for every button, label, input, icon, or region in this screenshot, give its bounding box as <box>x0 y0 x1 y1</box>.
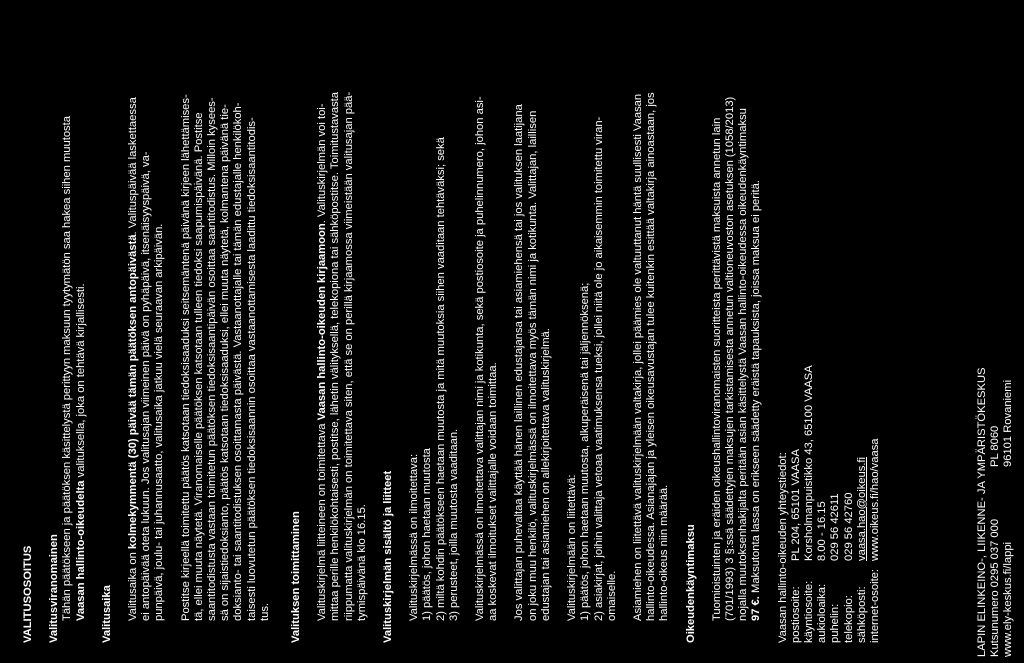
text-line: nojalla muutoksenhakijalta peritään asian käsittelystä Vaasan hallinto-oikeudessa oikeudenkäyntimaksu <box>737 108 750 621</box>
text-line: doksianto- tai saantitodistuksen osoittamasta päivästä. Vastaanottajalle tai tämän edustajalle henkilökoh- <box>232 102 245 621</box>
text-line: 3) perusteet, joilla muutosta vaaditaan. <box>447 428 460 621</box>
text-line: 2) asiakirjat, joihin valittaja vetoaa vaatimuksensa tueksi, jollei niitä ole jo aikaisemmin toimitettu viran- <box>592 116 605 621</box>
text-line: Jos valittajan puhevaltaa käyttää hänen laillinen edustajansa tai asiamiehensä tai jos valituksen laatijana <box>513 104 526 621</box>
contact-label: puhelin: <box>829 603 842 643</box>
text-line: Valituskirjelmässä on ilmoitettava valittajan nimi ja kotikunta, sekä postiosoite ja puhelinnumero, johon asi- <box>474 96 487 621</box>
contact-label: internet-osoite: <box>868 568 881 643</box>
text-line: Valitusaika on kolmekymmentä (30) päivää tämän päätöksen antopäivästä. Valituspäivää laskettaessa <box>127 97 140 621</box>
text-line: Tähän päätökseen ja päätöksen käsittelystä perittyyn maksuun tyytymätön saa hakea siihen muutosta <box>61 116 74 621</box>
text-line: tus. <box>258 602 271 621</box>
heading-sisalto: Valituskirjelmän sisältö ja liitteet <box>382 470 395 643</box>
text-line: 97 €. Maksutonta lassa on erikseen säädetty eräistä tapauksista, joissa maksua ei peritä. <box>750 180 763 621</box>
text-line: aa koskevat ilmoitukset valittajalle voidaan toimittaa. <box>487 362 500 621</box>
text-line: omaiselle. <box>605 570 618 621</box>
text-line: Valituskirjelmässä on ilmoitettava: <box>408 453 421 621</box>
text-line: punpäivä, joulu- tai juhannusaatto, valitusaika jatkuu vielä seuraavan arkipäivän. <box>153 223 166 621</box>
heading-kayntimaksu: Oikeudenkäyntimaksu <box>684 524 697 643</box>
contact-value: 029 56 42760 <box>842 492 855 561</box>
document-body <box>22 13 882 643</box>
text-line: sä on sijaistiedoksianto, päätös katsotaan tiedoksisaaduksi, ellei muuta näytetä, kolmantena päivänä tie- <box>219 104 232 621</box>
text-line: Valituskirjelmään on liitettävä: <box>566 474 579 621</box>
text-line: Vaasan hallinto-oikeudelta valituksella, joka on tehtävä kirjallisesti. <box>74 283 87 621</box>
text-line: Tuomioistuinten ja eräiden oikeushallintoviranomaisten suoritteista perittävistä maksuista annetun lain <box>710 117 723 621</box>
footer-phone: Kutsunumero 0295 037 000 <box>989 518 1002 657</box>
text-line: ei antopäivää oteta lukuun. Jos valitusajan viimeinen päivä on pyhäpäivä, itsenäisyyspäivä, va- <box>140 151 153 621</box>
heading-valitusviranomainen: Valitusviranomainen <box>48 534 61 643</box>
text-line: hallinto-oikeudessa. Asianajajan ja yleisen oikeusavustajan tulee kuitenkin esittää valtakirja ainoastaan, jos <box>645 92 658 621</box>
text-line: Asiamiehen on liitettävä valituskirjelmään valtakirja, jollei päämies ole valtuuttanut häntä suullisesti Vaasan <box>631 93 644 621</box>
text-line: (701/1993) 3 §:ssä säädettyjen maksujen tarkistamisesta annetun valtioneuvoston asetuksen (1058/2013) <box>723 96 736 621</box>
contact-label: käyntiosoite: <box>802 580 815 643</box>
text-line: riippumatta valituskirjelmän on toimitettava siten, että se on perillä kirjaamossa viimeistään valitusajan pää- <box>342 91 355 621</box>
contact-label: sähköposti: <box>855 586 868 643</box>
contact-label: postiosoite: <box>789 586 802 643</box>
contact-label: telekopio: <box>842 595 855 643</box>
text-line: saantitodistusta vastaan toimitetun päätöksen tiedoksisaantipäivän osoittaa saantitodistus. Milloin kysees- <box>206 97 219 621</box>
contact-value: 8.00 - 16.15 <box>816 501 829 561</box>
contact-value: www.oikeus.fi/hao/vaasa <box>868 438 881 561</box>
contact-value: PL 204, 65101 VAASA <box>789 449 802 561</box>
contact-value: 029 56 42611 <box>829 493 842 561</box>
text-line: tymispäivänä klo 16.15. <box>355 504 368 621</box>
contact-label: aukioloaika: <box>816 583 829 643</box>
text-line: on joku muu henkilö, valituskirjelmässä on ilmoitettava myös tämän nimi ja kotikunta. Valittajan, laillisen <box>526 110 539 621</box>
footer-web: www.ely-keskus.fi/lappi <box>1002 541 1015 657</box>
contact-table <box>790 13 882 643</box>
text-line: hallinto-oikeus niin määrää. <box>658 484 671 621</box>
page-title: VALITUSOSOITUS <box>22 545 34 643</box>
contact-intro: Vaasan hallinto-oikeuden yhteystiedot: <box>776 452 789 643</box>
contact-value: Korsholmanpuistikko 43, 65100 VAASA <box>802 365 815 561</box>
text-line: taisesti luovutetun päätöksen tiedoksisaannin osoittaa vastaanottamisesta laadittu tiedoksisaantitodis- <box>245 117 258 621</box>
text-line: Valituskirjelmä liitteineen on toimitettava Vaasan hallinto-oikeuden kirjaamoon. Valituskirjelmän voi toi- <box>316 103 329 621</box>
text-line: 1) päätös, johon haetaan muutosta <box>421 448 434 621</box>
footer-pl: PL 8060 <box>989 425 1002 467</box>
footer-city: 96101 Rovaniemi <box>1002 379 1015 467</box>
email-link[interactable]: vaasa.hao@oikeus.fi <box>855 456 868 561</box>
text-line: mittaa perille henkilökohtaisesti, postitse, lähetin välityksellä, telekopiona tai sähköpostitse. Toimitustavasta <box>329 92 342 621</box>
text-line: tä, ellei muuta näytetä. Viranomaiselle päätöksen katsotaan tulleen tiedoksi saapumispäivänä. Postitse <box>192 112 205 621</box>
heading-valitusaika: Valitusaika <box>100 585 113 643</box>
page-footer <box>976 17 1016 657</box>
text-line: 2) miltä kohdin päätökseen haetaan muutosta ja mitä muutoksia siihen vaaditaan tehtäväksi; sekä <box>434 137 447 621</box>
text-line: Postitse kirjeellä toimitettu päätös katsotaan tiedoksisaaduksi seitsemäntenä päivänä kirjeen lähettämises- <box>179 94 192 621</box>
footer-org: LAPIN ELINKEINO-, LIIKENNE- JA YMPÄRISTÖKESKUS <box>976 367 988 657</box>
text-line: edustajan tai asiamiehen on allekirjoitettava valituskirjelmä. <box>539 328 552 621</box>
text-line: 1) päätös, johon haetaan muutosta, alkuperäisenä tai jäljennöksenä; <box>579 282 592 621</box>
heading-toimittaminen: Valituksen toimittaminen <box>290 511 303 643</box>
